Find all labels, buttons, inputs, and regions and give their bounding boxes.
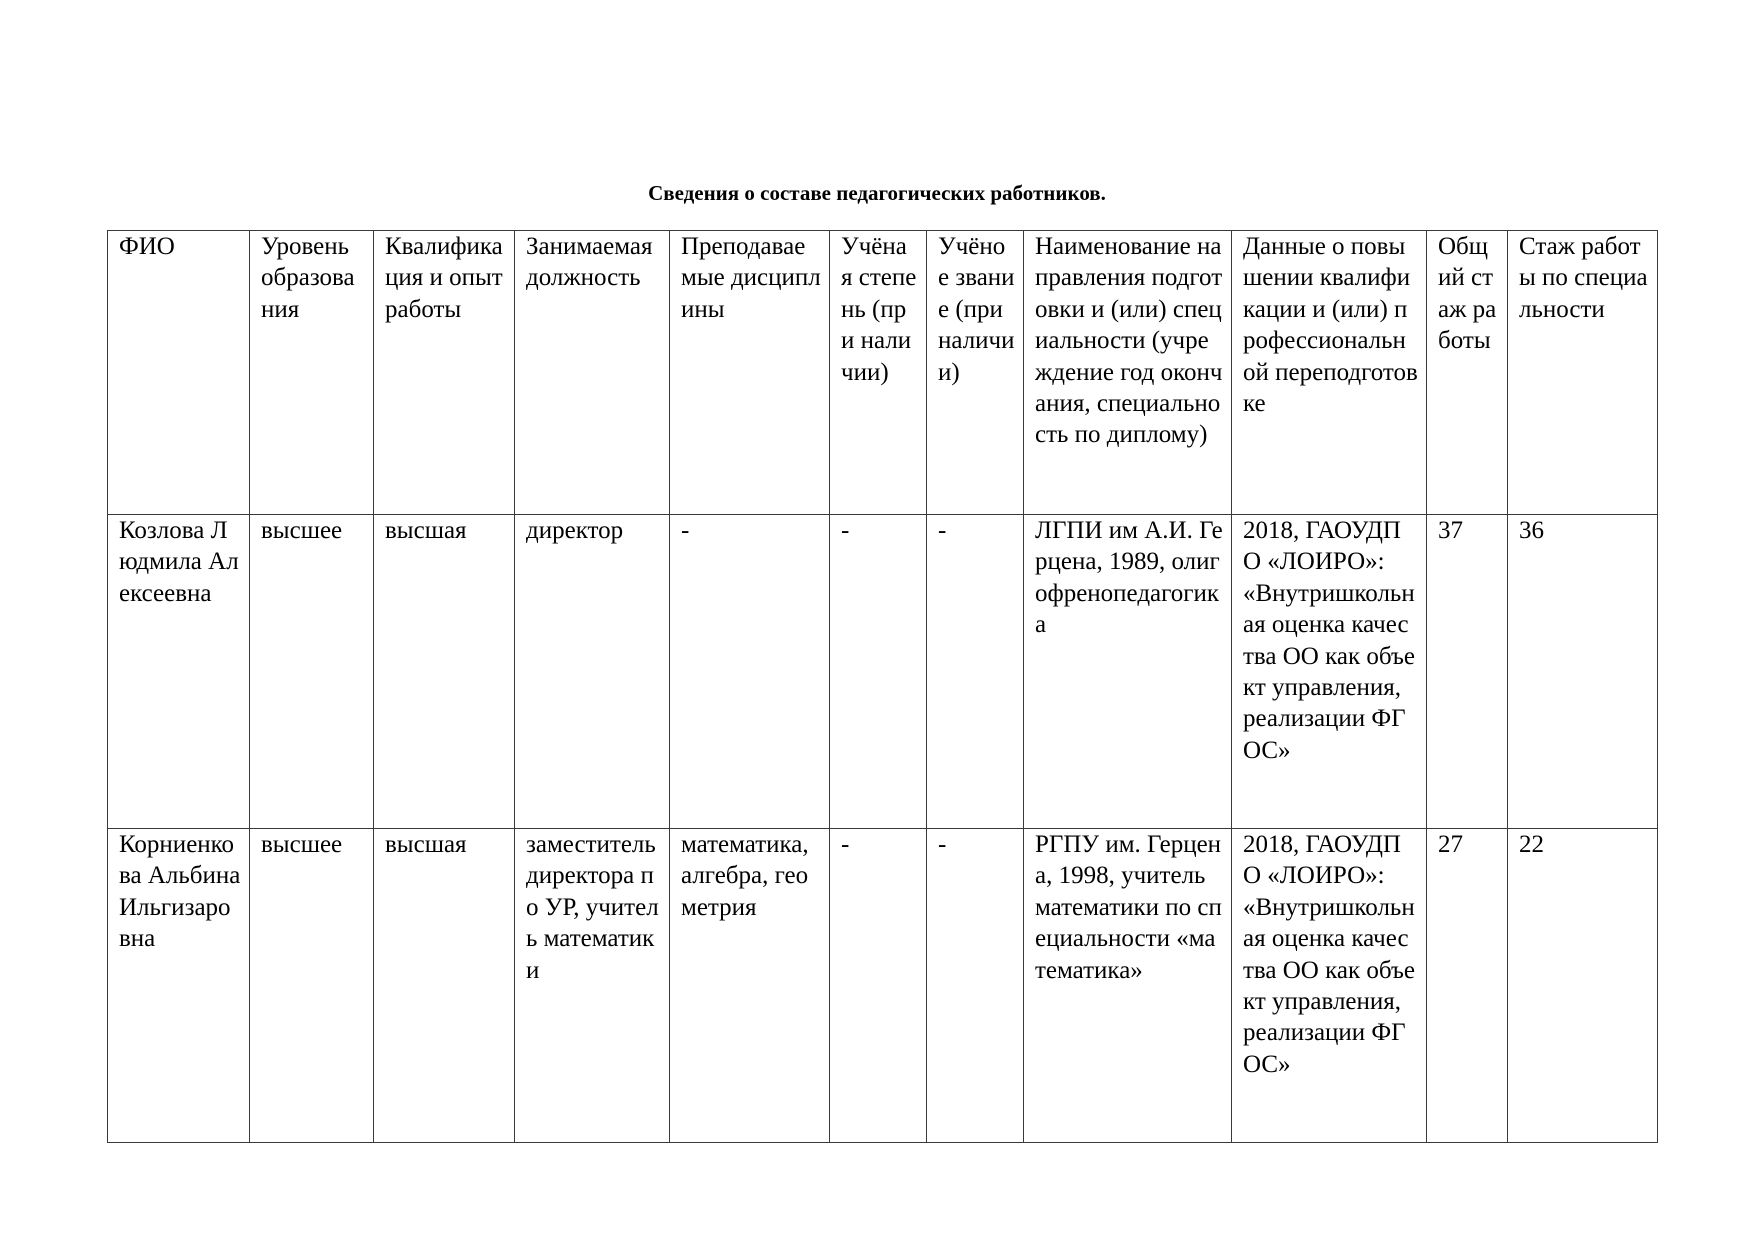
header-total-experience: Общий стаж работы (1427, 231, 1508, 515)
cell-training: 2018, ГАОУДПО «ЛОИРО»: «Внутришкольная оценка качества ОО как объект управления, реализации ФГОС» (1232, 829, 1427, 1143)
header-specialty-experience: Стаж работы по специальности (1508, 231, 1658, 515)
header-academic-degree: Учёная степень (при наличии) (830, 231, 927, 515)
header-specialty: Наименование направления подготовки и (или) специальности (учреждение год окончания, специальность по диплому) (1024, 231, 1232, 515)
header-fio: ФИО (108, 231, 250, 515)
cell-fio: Козлова Людмила Алексеевна (108, 515, 250, 829)
cell-specialty: ЛГПИ им А.И. Герцена, 1989, олигофренопедагогика (1024, 515, 1232, 829)
cell-position: директор (515, 515, 670, 829)
table-header-row (108, 231, 1658, 515)
header-academic-title: Учёное звание (при наличии) (927, 231, 1024, 515)
cell-qualification: высшая (374, 515, 515, 829)
cell-total-experience: 27 (1427, 829, 1508, 1143)
cell-total-experience: 37 (1427, 515, 1508, 829)
cell-education-level: высшее (250, 515, 374, 829)
cell-specialty-experience: 22 (1508, 829, 1658, 1143)
table-row (108, 829, 1658, 1143)
header-disciplines: Преподаваемые дисциплины (670, 231, 830, 515)
cell-academic-title: - (927, 829, 1024, 1143)
header-education-level: Уровень образования (250, 231, 374, 515)
staff-table (107, 230, 1658, 1143)
cell-specialty-experience: 36 (1508, 515, 1658, 829)
document-title: Сведения о составе педагогических работников. (648, 181, 1106, 205)
cell-specialty: РГПУ им. Герцена, 1998, учитель математики по специальности «математика» (1024, 829, 1232, 1143)
header-qualification: Квалификация и опыт работы (374, 231, 515, 515)
cell-academic-degree: - (830, 829, 927, 1143)
table-row (108, 515, 1658, 829)
cell-fio: Корниенкова Альбина Ильгизаровна (108, 829, 250, 1143)
header-training: Данные о повышении квалификации и (или) профессиональной переподготовке (1232, 231, 1427, 515)
header-position: Занимаемая должность (515, 231, 670, 515)
cell-position: заместитель директора по УР, учитель математики (515, 829, 670, 1143)
cell-disciplines: математика, алгебра, геометрия (670, 829, 830, 1143)
cell-academic-degree: - (830, 515, 927, 829)
cell-training: 2018, ГАОУДПО «ЛОИРО»: «Внутришкольная оценка качества ОО как объект управления, реализации ФГОС» (1232, 515, 1427, 829)
cell-disciplines: - (670, 515, 830, 829)
cell-qualification: высшая (374, 829, 515, 1143)
cell-education-level: высшее (250, 829, 374, 1143)
cell-academic-title: - (927, 515, 1024, 829)
